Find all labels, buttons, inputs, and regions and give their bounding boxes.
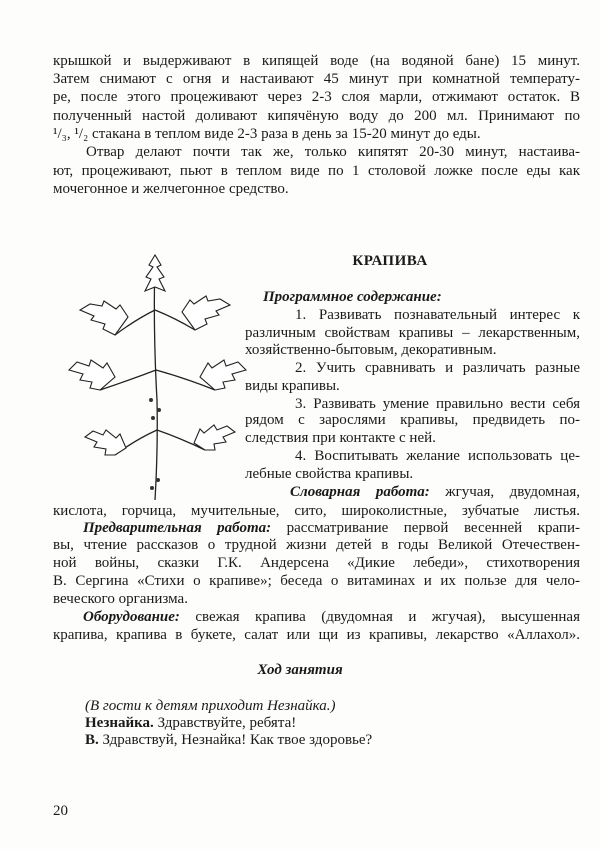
section-label: Оборудование:: [83, 609, 180, 625]
line-text: крапива, крапива в букете, салат или щи из крапивы, лекарство «Аллахол».: [53, 627, 580, 643]
stage-direction: [85, 697, 580, 715]
nettle-illustration: [55, 250, 255, 505]
body-text-line: [53, 107, 580, 125]
line-text: В. Сергина «Стихи о крапиве»; беседа о витаминах и их пользе для чело-: [53, 573, 580, 589]
program-item-line: [295, 306, 580, 324]
program-item-line: [295, 447, 580, 465]
section-label: Словарная работа:: [290, 484, 430, 500]
line-text: полученный настой доливают кипячёную воду до 200 мл. Принимают по: [53, 108, 580, 124]
line-text: свежая крапива (двудомная и жгучая), высушенная: [195, 609, 580, 625]
preliminary-line: [53, 590, 580, 608]
line-text: ют, процеживают, пьют в теплом виде по 1 столовой ложке после еды как: [53, 163, 580, 179]
line-text: 2. Учить сравнивать и различать разные: [295, 360, 580, 376]
line-text: Здравствуйте, ребята!: [157, 715, 297, 731]
preliminary-line: [53, 554, 580, 572]
line-text: Затем снимают с огня и настаивают 45 минут при комнатной температу-: [53, 71, 580, 87]
line-text: ре, после этого процеживают через 2-3 слоя марли, отжимают остаток. В: [53, 89, 580, 105]
body-text-line: [53, 125, 580, 143]
line-text: лебные свойства крапивы.: [245, 466, 414, 482]
line-text: ной войны, сказки Г.К. Андерсена «Дикие лебеди», стихотворения: [53, 555, 580, 571]
preliminary-line: [83, 519, 580, 537]
body-text-line: [53, 52, 580, 70]
line-text: веческого организма.: [53, 591, 188, 607]
line-text: Отвар делают почти так же, только кипятят 20-30 минут, настаива-: [86, 144, 580, 160]
line-text: жгучая, двудомная,: [445, 484, 580, 500]
program-item-line: [245, 429, 580, 447]
line-text: кислота, горчица, мучительные, сито, широколистные, зубчатые листья.: [53, 503, 580, 519]
body-text-line: [86, 143, 580, 161]
speaker-name: Незнайка.: [85, 715, 154, 731]
line-text: различным свойствам крапивы – лекарственным,: [245, 325, 580, 341]
preliminary-line: [53, 572, 580, 590]
line-text: следствия при контакте с ней.: [245, 430, 436, 446]
section-label: Предварительная работа:: [83, 520, 272, 536]
body-text-line: [53, 88, 580, 106]
page-number: 20: [53, 803, 68, 819]
line-text: 1. Развивать познавательный интерес к: [295, 307, 580, 323]
program-item-line: [245, 411, 580, 429]
line-text: крышкой и выдерживают в кипящей воде (на водяной бане) 15 минут.: [53, 53, 580, 69]
line-text: виды крапивы.: [245, 378, 340, 394]
speaker-name: В.: [85, 732, 99, 748]
line-text: хозяйственно-бытовым, декоративным.: [245, 342, 497, 358]
lesson-heading: Ход занятия: [257, 662, 343, 678]
vocabulary-line: [53, 502, 580, 520]
section-title: КРАПИВА: [352, 253, 428, 269]
line-text: ¹/₃, ¹/₂ стакана в теплом виде 2-3 раза в день за 15-20 минут до еды.: [53, 126, 481, 142]
line-text: Здравствуй, Незнайка! Как твое здоровье?: [102, 732, 373, 748]
program-item-line: [245, 465, 580, 483]
dialogue-line: [85, 714, 580, 732]
line-text: (В гости к детям приходит Незнайка.): [85, 698, 336, 714]
program-item-line: [295, 359, 580, 377]
line-text: мочегонное и желчегонное средство.: [53, 181, 289, 197]
program-item-line: [245, 324, 580, 342]
equipment-line: [53, 626, 580, 644]
vocabulary-line: [290, 483, 580, 501]
equipment-line: [83, 608, 580, 626]
line-text: рассматривание первой весенней крапи-: [286, 520, 580, 536]
dialogue-line: [85, 731, 580, 749]
line-text: рядом с зарослями крапивы, предвидеть по-: [245, 412, 580, 428]
body-text-line: [53, 162, 580, 180]
program-item-line: [245, 341, 580, 359]
body-text-line: [53, 180, 580, 198]
section-label: Программное содержание:: [263, 289, 442, 305]
program-heading: [263, 288, 580, 306]
body-text-line: [53, 70, 580, 88]
program-item-line: [245, 377, 580, 395]
preliminary-line: [53, 536, 580, 554]
line-text: 3. Развивать умение правильно вести себя: [295, 396, 580, 412]
line-text: 4. Воспитывать желание использовать це-: [295, 448, 580, 464]
line-text: вы, чтение рассказов о трудной жизни детей в годы Великой Отечествен-: [53, 537, 580, 553]
